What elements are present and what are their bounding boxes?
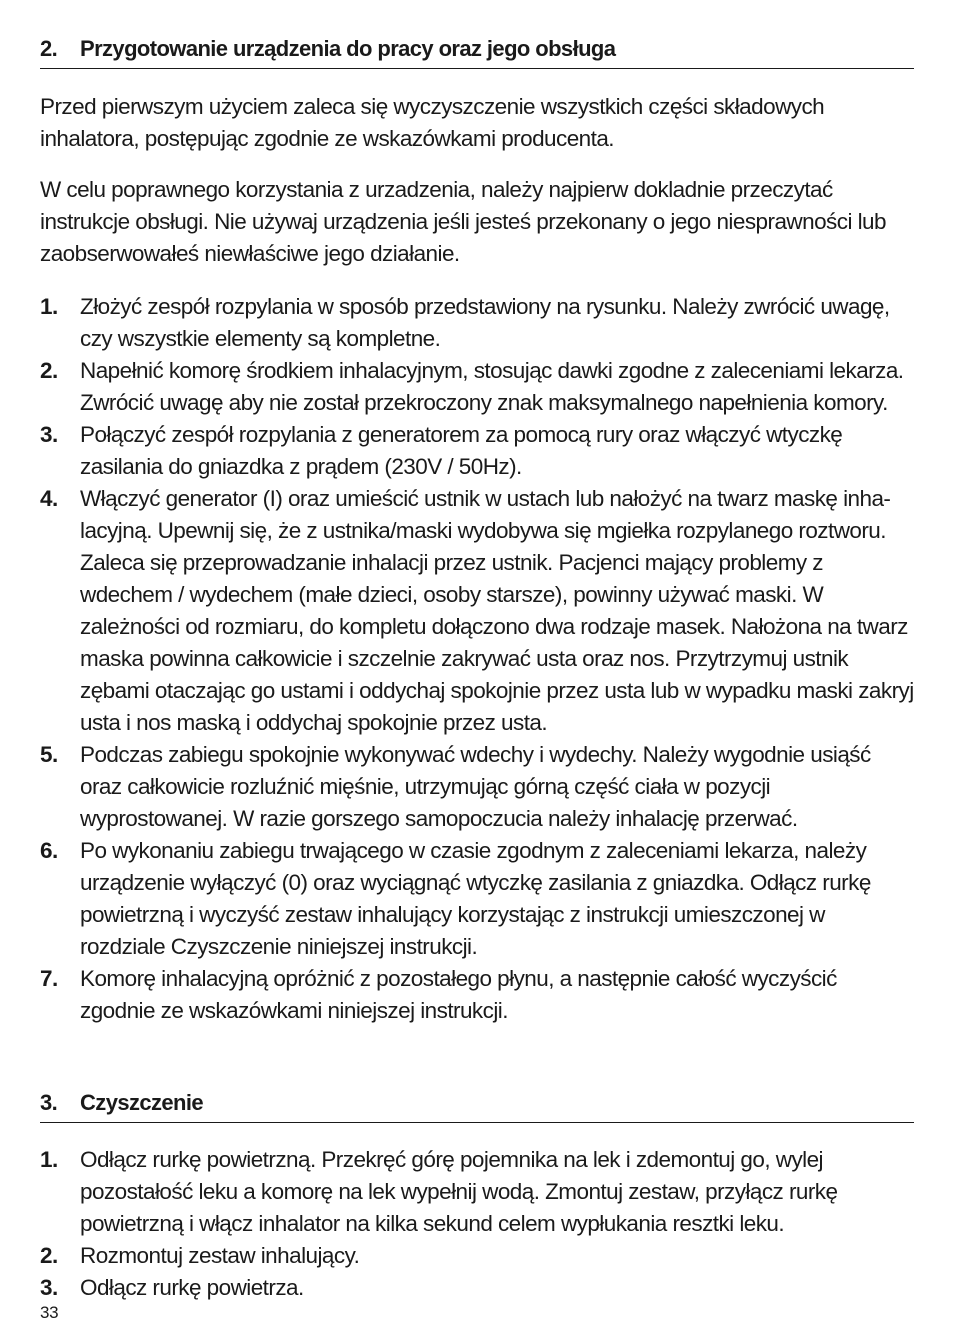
step-text: Komorę inhalacyjną opróżnić z pozostałego płynu, a następnie całość wyczyścić zgodnie ze wskazówkami niniejszej instrukcji. (80, 966, 837, 1023)
step-number: 5. (40, 742, 58, 767)
step-text: Połączyć zespół rozpylania z generatorem za pomocą rury oraz włączyć wtyczkę zasilania do gniazdka z prądem (230V / 50Hz). (80, 422, 843, 479)
section-number: 3. (40, 1090, 58, 1115)
step-number: 3. (40, 1275, 58, 1300)
list-item (40, 835, 914, 963)
list-item (40, 419, 914, 483)
list-item (40, 1272, 914, 1304)
preparation-steps-list (40, 291, 914, 1027)
step-number: 3. (40, 422, 58, 447)
list-item (40, 483, 914, 739)
intro-paragraph-cleaning: Przed pierwszym użyciem zaleca się wyczyszczenie wszystkich części składowych inhalatora, postępując zgodnie ze wskazówkami producenta. (40, 94, 825, 151)
step-text: Podczas zabiegu spokojnie wykonywać wdechy i wydechy. Należy wygodnie usiąść oraz całkowicie rozluźnić mięśnie, utrzymując górną część ciała w pozycji wyprostowanej. W razie gorszego samopoczucia należy inhalację przerwać. (80, 742, 871, 831)
step-text: Rozmontuj zestaw inhalujący. (80, 1243, 360, 1268)
step-text: Odłącz rurkę powietrza. (80, 1275, 304, 1300)
intro-paragraph-instructions: W celu poprawnego korzystania z urzadzenia, należy najpierw dokladnie przeczytać instrukcje obsługi. Nie używaj urządzenia jeśli jesteś przekonany o jego niesprawności lub zaobserwowałeś niewłaściwe jego działanie. (40, 177, 886, 266)
section-number: 2. (40, 36, 58, 61)
list-item (40, 291, 914, 355)
step-number: 6. (40, 838, 58, 863)
list-item (40, 355, 914, 419)
section-heading-preparation (40, 36, 914, 69)
step-text: Złożyć zespół rozpylania w sposób przedstawiony na rysunku. Należy zwrócić uwagę, czy wszystkie elementy są kompletne. (80, 294, 890, 351)
page-number: 33 (40, 1303, 59, 1322)
section-title: Przygotowanie urządzenia do pracy oraz jego obsługa (80, 36, 616, 61)
list-item (40, 1144, 914, 1240)
step-number: 1. (40, 294, 58, 319)
step-text: Odłącz rurkę powietrzną. Przekręć górę pojemnika na lek i zdemontuj go, wylej pozostałość leku a komorę na lek wypełnij wodą. Zmontuj zestaw, przyłącz rurkę powietrzną i włącz inhalator na kilka sekund celem wypłukania resztki leku. (80, 1147, 838, 1236)
step-number: 2. (40, 1243, 58, 1268)
step-number: 4. (40, 486, 58, 511)
list-item (40, 739, 914, 835)
step-text: Włączyć generator (I) oraz umieścić ustnik w ustach lub nałożyć na twarz maskę inha-lacyjną. Upewnij się, że z ustnika/maski wydobywa się mgiełka rozpylanego roztworu. Zaleca się przeprowadzanie inhalacji przez ustnik. Pacjenci mający problemy z wdechem / wydechem (małe dzieci, osoby starsze), powinny używać maski. W zależności od rozmiaru, do kompletu dołączono dwa rodzaje masek. Nałożona na twarz maska powinna całkowicie i szczelnie zakrywać usta oraz nos. Przytrzymuj ustnik zębami otaczając go ustami i oddychaj spokojnie przez usta lub w wypadku maski zakryj usta i nos maską i oddychaj spokojnie przez usta. (80, 486, 914, 735)
section-title: Czyszczenie (80, 1090, 204, 1115)
step-number: 1. (40, 1147, 58, 1172)
step-number: 2. (40, 358, 58, 383)
step-number: 7. (40, 966, 58, 991)
list-item (40, 963, 914, 1027)
list-item (40, 1240, 914, 1272)
section-heading-cleaning (40, 1090, 914, 1123)
step-text: Po wykonaniu zabiegu trwającego w czasie zgodnym z zaleceniami lekarza, należy urządzenie wyłączyć (0) oraz wyciągnąć wtyczkę zasilania z gniazdka. Odłącz rurkę powietrzną i wyczyść zestaw inhalujący korzystając z instrukcji umieszczonej w rozdziale Czyszczenie niniejszej instrukcji. (80, 838, 871, 959)
cleaning-steps-list (40, 1144, 914, 1304)
step-text: Napełnić komorę środkiem inhalacyjnym, stosując dawki zgodne z zaleceniami lekarza. Zwrócić uwagę aby nie został przekroczony znak maksymalnego napełnienia komory. (80, 358, 904, 415)
